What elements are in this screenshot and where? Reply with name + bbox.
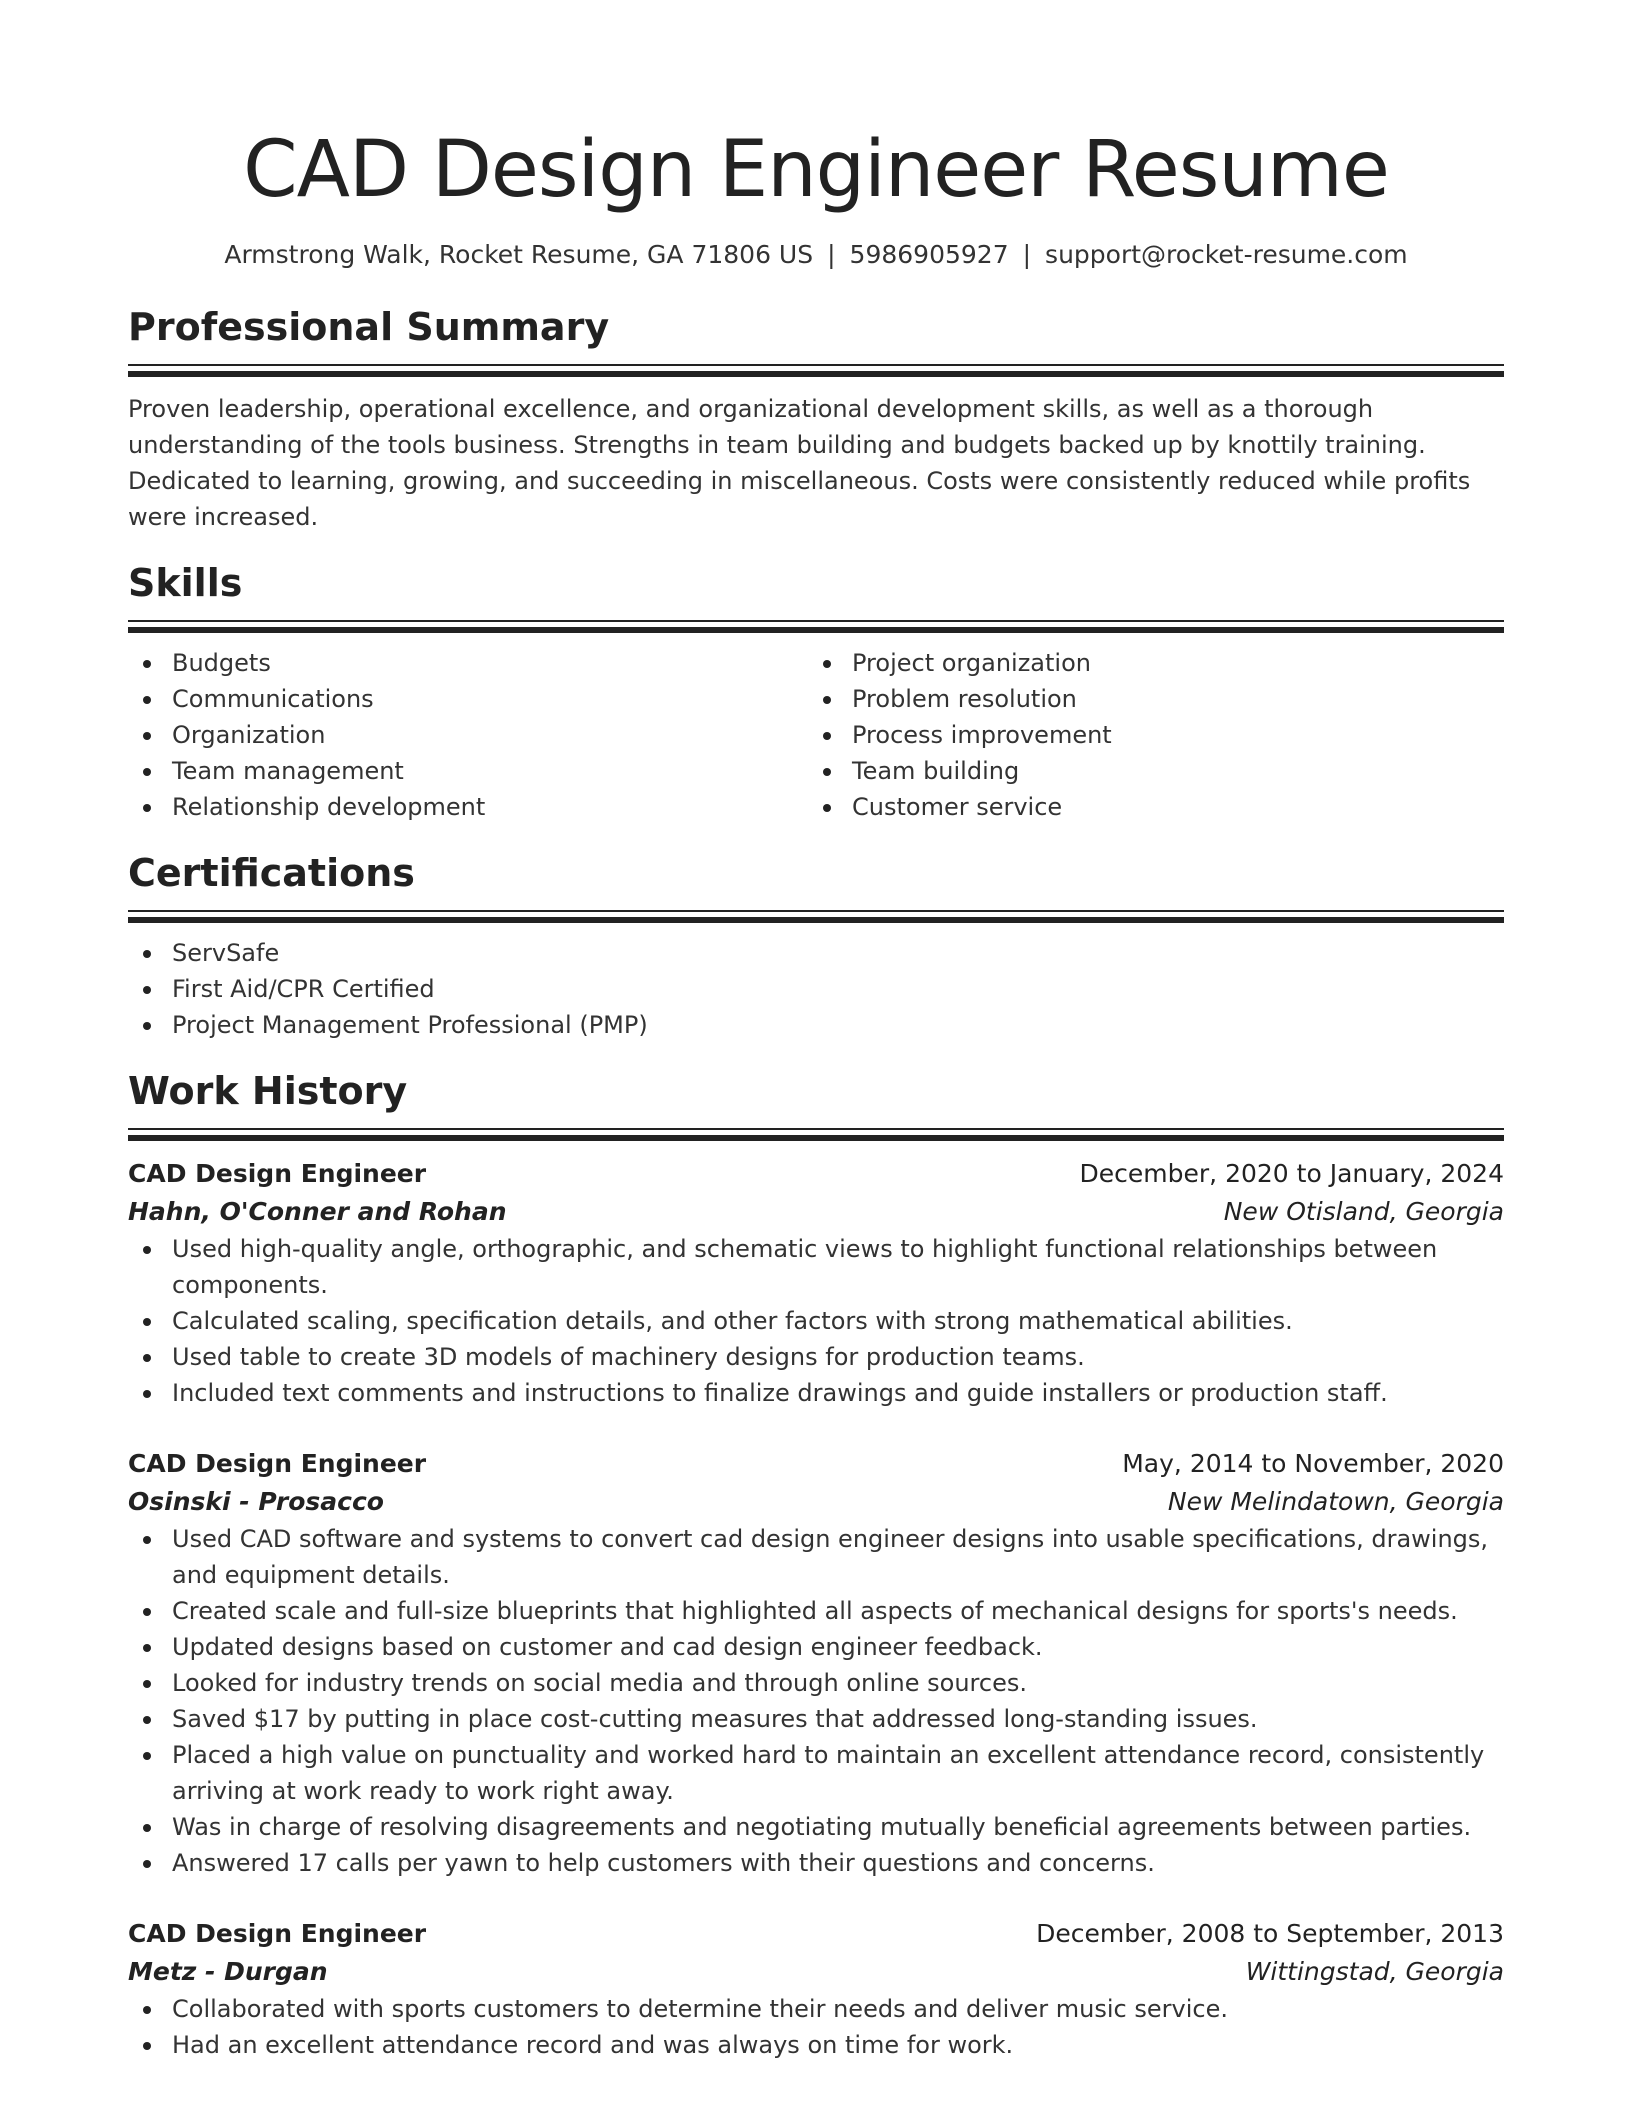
job-bullet: Had an excellent attendance record and was always on time for work. [128,2027,1504,2063]
section-divider [128,620,1504,622]
job-subheader [128,1193,1504,1231]
job-bullets [128,1991,1504,2063]
skill-item: Team management [128,753,808,789]
contact-line [128,238,1504,272]
job-bullet: Included text comments and instructions to finalize drawings and guide installers or production staff. [128,1375,1504,1411]
skill-item: Organization [128,717,808,753]
job-bullet: Saved $17 by putting in place cost-cutting measures that addressed long-standing issues. [128,1701,1504,1737]
job-entry [128,1155,1504,1411]
section-divider [128,910,1504,912]
skills-list-left [128,645,808,825]
job-bullets [128,1231,1504,1411]
summary-section [128,303,1504,535]
job-dates: December, 2008 to September, 2013 [1036,1919,1504,1948]
job-location: Wittingstad, Georgia [1245,1957,1504,1986]
skills-grid [128,645,1504,825]
section-heading-work-history: Work History [128,1069,408,1113]
job-header [128,1155,1504,1193]
job-header [128,1445,1504,1483]
job-bullet: Collaborated with sports customers to determine their needs and deliver music service. [128,1991,1504,2027]
contact-separator: | [827,240,836,269]
job-title: CAD Design Engineer [128,1919,427,1948]
skills-section [128,559,1504,825]
job-bullet: Looked for industry trends on social media and through online sources. [128,1665,1504,1701]
job-employer: Metz - Durgan [128,1957,328,1986]
job-location: New Melindatown, Georgia [1167,1487,1504,1516]
contact-email: support@rocket-resume.com [1045,240,1408,269]
job-header [128,1915,1504,1953]
certification-item: Project Management Professional (PMP) [128,1007,1504,1043]
job-bullet: Answered 17 calls per yawn to help customers with their questions and concerns. [128,1845,1504,1881]
job-employer: Osinski - Prosacco [128,1487,384,1516]
job-bullet: Created scale and full-size blueprints that highlighted all aspects of mechanical designs for sports's needs. [128,1593,1504,1629]
certifications-list [128,935,1504,1043]
job-dates: May, 2014 to November, 2020 [1122,1449,1504,1478]
job-bullet: Used table to create 3D models of machinery designs for production teams. [128,1339,1504,1375]
section-divider-thick [128,917,1504,923]
certifications-section [128,849,1504,1043]
job-entry [128,1445,1504,1881]
skills-list-right [808,645,1488,825]
work-history-section [128,1067,1504,2063]
skill-item: Process improvement [808,717,1488,753]
job-bullets [128,1521,1504,1881]
job-employer: Hahn, O'Conner and Rohan [128,1197,507,1226]
skill-item: Relationship development [128,789,808,825]
section-heading-skills: Skills [128,561,243,605]
job-subheader [128,1483,1504,1521]
section-divider [128,364,1504,366]
section-heading-certifications: Certifications [128,851,415,895]
job-bullet: Calculated scaling, specification details, and other factors with strong mathematical abilities. [128,1303,1504,1339]
contact-phone: 5986905927 [849,240,1009,269]
job-title: CAD Design Engineer [128,1159,427,1188]
job-bullet: Used high-quality angle, orthographic, and schematic views to highlight functional relationships between components. [128,1231,1504,1303]
job-subheader [128,1953,1504,1991]
skill-item: Budgets [128,645,808,681]
job-bullet: Was in charge of resolving disagreements and negotiating mutually beneficial agreements between parties. [128,1809,1504,1845]
job-location: New Otisland, Georgia [1223,1197,1504,1226]
section-divider [128,1128,1504,1130]
job-entry [128,1915,1504,2063]
job-dates: December, 2020 to January, 2024 [1079,1159,1504,1188]
resume-page [128,0,1504,2063]
certification-item: ServSafe [128,935,1504,971]
resume-title: CAD Design Engineer Resume [243,125,1389,215]
contact-address: Armstrong Walk, Rocket Resume, GA 71806 US [224,240,814,269]
section-divider-thick [128,371,1504,377]
contact-separator: | [1022,240,1032,269]
job-bullet: Used CAD software and systems to convert cad design engineer designs into usable specifications, drawings, and equipment details. [128,1521,1504,1593]
section-heading-summary: Professional Summary [128,305,610,349]
skill-item: Team building [808,753,1488,789]
job-bullet: Placed a high value on punctuality and worked hard to maintain an excellent attendance record, consistently arriving at work ready to work right away. [128,1737,1504,1809]
certification-item: First Aid/CPR Certified [128,971,1504,1007]
section-divider-thick [128,627,1504,633]
job-title: CAD Design Engineer [128,1449,427,1478]
skill-item: Problem resolution [808,681,1488,717]
job-bullet: Updated designs based on customer and cad design engineer feedback. [128,1629,1504,1665]
skill-item: Project organization [808,645,1488,681]
skill-item: Communications [128,681,808,717]
section-divider-thick [128,1135,1504,1141]
skill-item: Customer service [808,789,1488,825]
jobs-list [128,1155,1504,2063]
summary-text: Proven leadership, operational excellence, and organizational development skills, as well as a thorough understanding of the tools business. Strengths in team building and budgets backed up by knottily training. Dedicated to learning, growing, and succeeding in miscellaneous. Costs were consistently reduced while profits were increased. [128,395,1471,531]
